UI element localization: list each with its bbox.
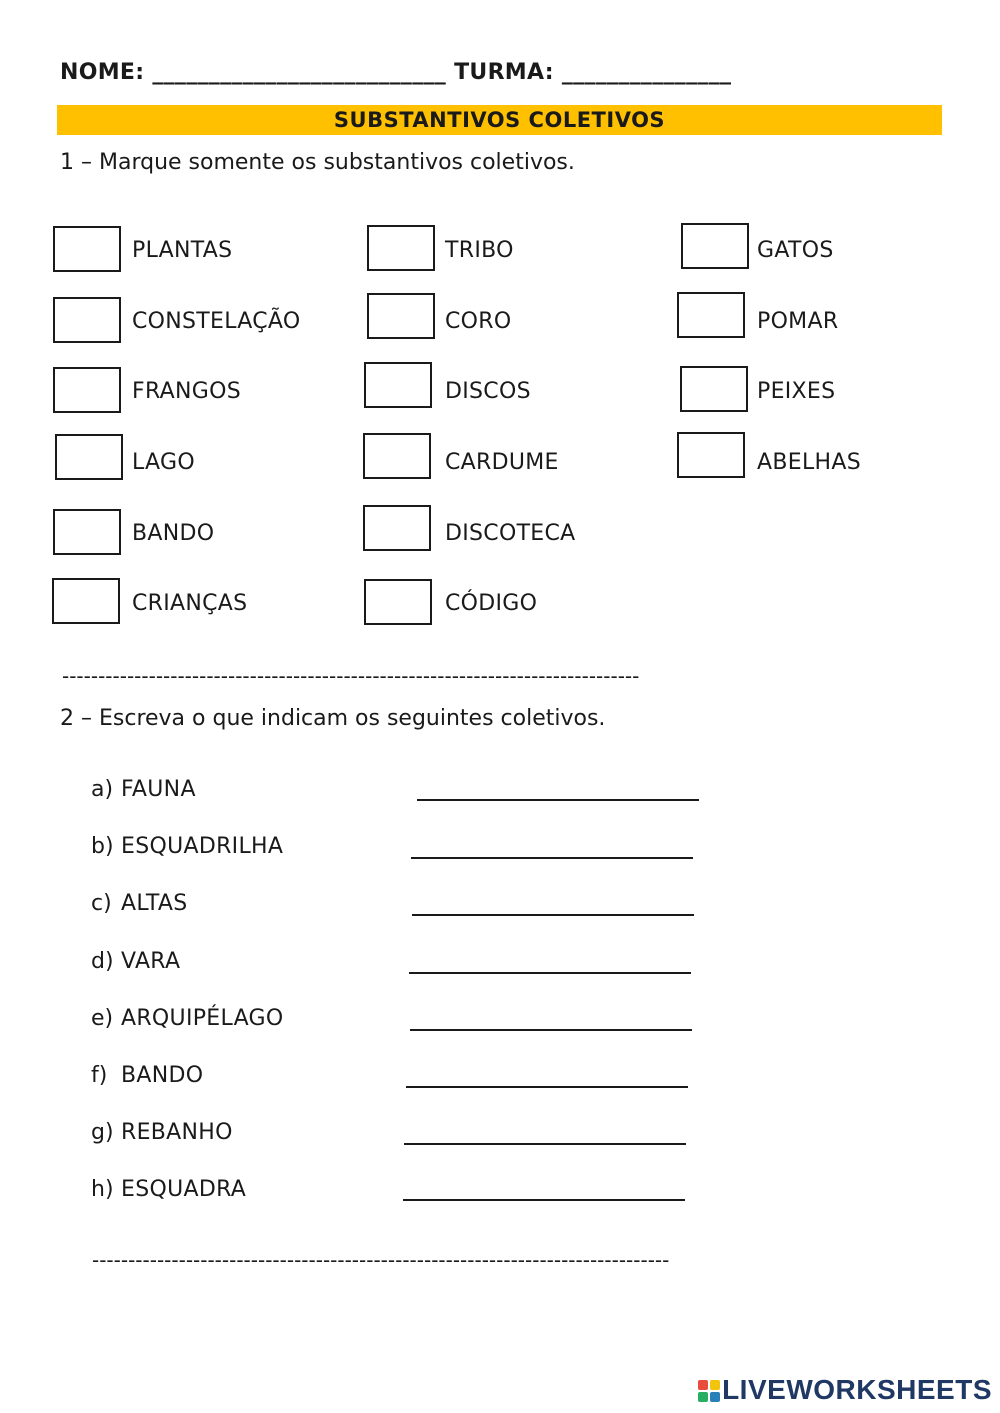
logo-square — [710, 1380, 720, 1390]
class-field[interactable]: _______________ — [561, 60, 732, 85]
checkbox[interactable] — [363, 433, 431, 479]
option-word: POMAR — [757, 309, 839, 334]
answer-blank[interactable] — [406, 1085, 688, 1088]
logo-square — [710, 1392, 720, 1402]
answer-blank[interactable] — [412, 913, 694, 916]
option-word: CONSTELAÇÃO — [132, 309, 301, 334]
separator-line: -------------------------------------------------------------------------------- — [92, 1248, 670, 1272]
option-word: CARDUME — [445, 450, 559, 475]
option-word: DISCOS — [445, 379, 531, 404]
logo-square — [698, 1380, 708, 1390]
name-label: NOME: — [60, 60, 145, 85]
answer-blank[interactable] — [410, 1028, 692, 1031]
answer-blank[interactable] — [417, 798, 699, 801]
page-title: SUBSTANTIVOS COLETIVOS — [57, 105, 942, 135]
checkbox[interactable] — [677, 292, 745, 338]
checkbox[interactable] — [55, 434, 123, 480]
checkbox[interactable] — [677, 432, 745, 478]
item-word: ARQUIPÉLAGO — [121, 1006, 284, 1031]
option-word: ABELHAS — [757, 450, 861, 475]
item-word: FAUNA — [121, 777, 196, 802]
item-letter: h) — [91, 1177, 114, 1202]
logo-square — [698, 1392, 708, 1402]
exercise1-instruction: 1 – Marque somente os substantivos coletivos. — [60, 150, 575, 175]
checkbox[interactable] — [364, 362, 432, 408]
checkbox[interactable] — [364, 579, 432, 625]
option-word: CÓDIGO — [445, 591, 538, 616]
item-word: ESQUADRA — [121, 1177, 247, 1202]
checkbox[interactable] — [52, 578, 120, 624]
checkbox[interactable] — [53, 226, 121, 272]
item-letter: c) — [91, 891, 112, 916]
item-word: ESQUADRILHA — [121, 834, 284, 859]
item-letter: e) — [91, 1006, 114, 1031]
option-word: TRIBO — [445, 238, 514, 263]
item-letter: f) — [91, 1063, 108, 1088]
option-word: CRIANÇAS — [132, 591, 248, 616]
item-letter: g) — [91, 1120, 114, 1145]
option-word: PEIXES — [757, 379, 836, 404]
option-word: BANDO — [132, 521, 215, 546]
option-word: DISCOTECA — [445, 521, 576, 546]
item-word: BANDO — [121, 1063, 204, 1088]
liveworksheets-logo-icon — [698, 1380, 720, 1402]
name-field[interactable]: __________________________ — [152, 60, 447, 85]
option-word: PLANTAS — [132, 238, 233, 263]
separator-line: -------------------------------------------------------------------------------- — [62, 664, 640, 688]
item-letter: d) — [91, 949, 114, 974]
checkbox[interactable] — [53, 297, 121, 343]
checkbox[interactable] — [367, 293, 435, 339]
checkbox[interactable] — [363, 505, 431, 551]
liveworksheets-brand[interactable]: LIVEWORKSHEETS — [722, 1374, 992, 1405]
item-word: REBANHO — [121, 1120, 233, 1145]
answer-blank[interactable] — [409, 971, 691, 974]
exercise2-instruction: 2 – Escreva o que indicam os seguintes coletivos. — [60, 706, 606, 731]
answer-blank[interactable] — [404, 1142, 686, 1145]
item-letter: a) — [91, 777, 114, 802]
option-word: GATOS — [757, 238, 834, 263]
item-word: VARA — [121, 949, 181, 974]
checkbox[interactable] — [680, 366, 748, 412]
checkbox[interactable] — [53, 367, 121, 413]
answer-blank[interactable] — [411, 856, 693, 859]
item-letter: b) — [91, 834, 114, 859]
answer-blank[interactable] — [403, 1198, 685, 1201]
header-line — [60, 60, 731, 85]
class-label: TURMA: — [454, 60, 554, 85]
option-word: LAGO — [132, 450, 195, 475]
checkbox[interactable] — [53, 509, 121, 555]
option-word: CORO — [445, 309, 512, 334]
checkbox[interactable] — [681, 223, 749, 269]
item-word: ALTAS — [121, 891, 188, 916]
checkbox[interactable] — [367, 225, 435, 271]
option-word: FRANGOS — [132, 379, 241, 404]
